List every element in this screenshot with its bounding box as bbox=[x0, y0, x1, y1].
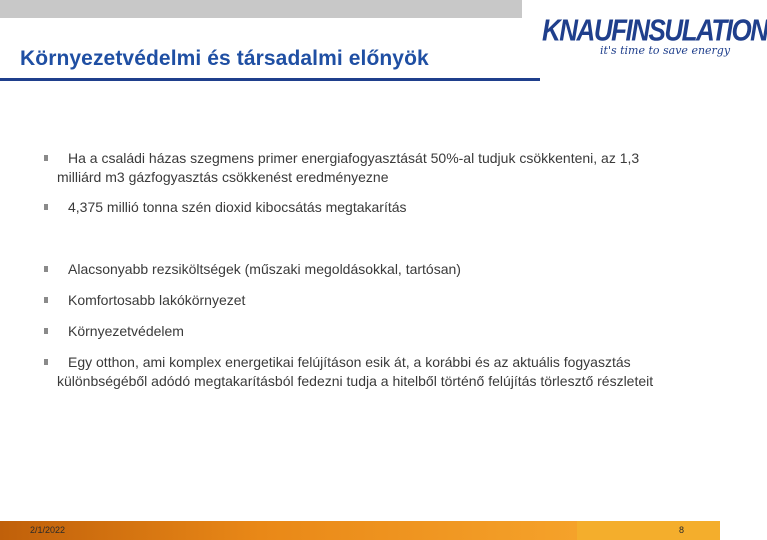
bullet-text: Egy otthon, ami komplex energetikai felújításon esik át, a korábbi és az aktuális fogyasztás különbségéből adódó megtakarításból fedezni tudja a hitelből történő felújítás törlesztő részleteit bbox=[57, 354, 654, 389]
bullet-marker-icon bbox=[44, 155, 48, 161]
knauf-insulation-logo bbox=[540, 8, 767, 64]
logo-brand-text: KNAUFINSULATION bbox=[542, 12, 767, 48]
logo-tagline: it's time to save energy bbox=[600, 44, 731, 57]
bullet-text: Környezetvédelem bbox=[68, 323, 184, 339]
bullet-text: 4,375 millió tonna szén dioxid kibocsátás megtakarítás bbox=[68, 199, 407, 215]
bullet-marker-icon bbox=[44, 328, 48, 334]
bullet-text: Alacsonyabb rezsiköltségek (műszaki megoldásokkal, tartósan) bbox=[68, 261, 461, 277]
bullet-marker-icon bbox=[44, 204, 48, 210]
bullet-item bbox=[57, 291, 657, 310]
slide-title: Környezetvédelmi és társadalmi előnyök bbox=[20, 47, 429, 70]
footer-date: 2/1/2022 bbox=[30, 525, 66, 535]
bullet-item bbox=[57, 198, 657, 217]
footer-right-band bbox=[577, 521, 720, 540]
bullet-marker-icon bbox=[44, 266, 48, 272]
footer-bar bbox=[0, 521, 720, 540]
bullet-text: Komfortosabb lakókörnyezet bbox=[68, 292, 246, 308]
bullet-item bbox=[57, 353, 657, 391]
bullet-item bbox=[57, 322, 657, 341]
page-number: 8 bbox=[679, 525, 685, 535]
top-gray-bar bbox=[0, 0, 522, 18]
title-underline bbox=[0, 78, 540, 81]
bullet-item bbox=[57, 149, 657, 187]
bullet-item bbox=[57, 260, 657, 279]
bullet-marker-icon bbox=[44, 359, 48, 365]
footer-left-band bbox=[0, 521, 577, 540]
bullet-text: Ha a családi házas szegmens primer energiafogyasztását 50%-al tudjuk csökkenteni, az 1,3 milliárd m3 gázfogyasztás csökkenést eredményezne bbox=[57, 150, 640, 185]
bullet-marker-icon bbox=[44, 297, 48, 303]
